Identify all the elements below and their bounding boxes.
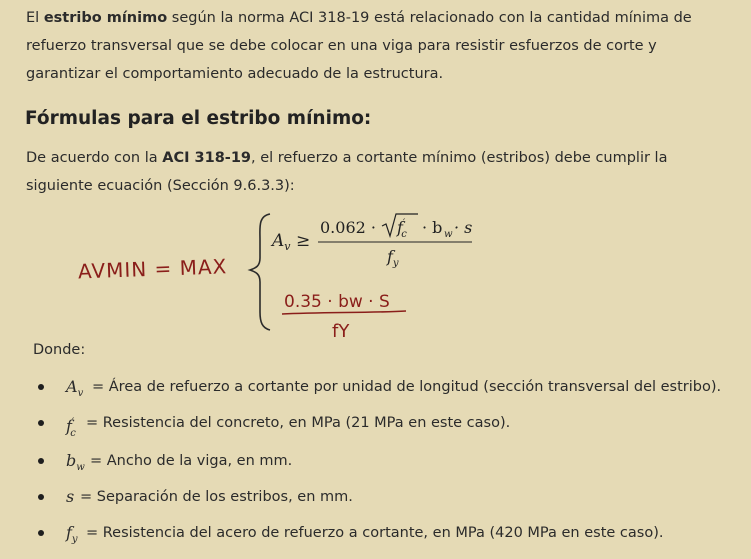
definition-fc-text: = Resistencia del concreto, en MPa (21 MPa en este caso). (86, 415, 511, 431)
donde-label: Donde: (33, 342, 86, 358)
definition-fy-text: = Resistencia del acero de refuerzo a cortante, en MPa (420 MPa en este caso). (86, 525, 664, 541)
formula-geq: ≥ (296, 231, 311, 251)
bullet (38, 384, 44, 390)
aci-text-pre: De acuerdo con la (26, 150, 163, 166)
symbol-bw: $b_w$ (66, 451, 85, 474)
intro-text-post: según la norma ACI 318-19 está relacionado con la cantidad mínima de refuerzo transversal que se debe colocar en una viga para resistir esfuerzos de corte y garantizar el comportamiento adecuado de la estructura. (26, 10, 692, 82)
formula-coef: 0.062 · (320, 218, 376, 237)
curly-brace (250, 214, 270, 330)
intro-bold-term: estribo mínimo (43, 10, 168, 26)
section-heading: Fórmulas para el estribo mínimo: (25, 108, 372, 129)
symbol-s: s (66, 487, 75, 506)
formula-den: $f_y$ (387, 247, 399, 269)
bullet (38, 530, 44, 536)
handwritten-denominator: fY (332, 321, 350, 342)
symbol-fy: $f_y$ (66, 523, 78, 546)
definition-av (0, 372, 740, 402)
formula-lhs: $A_v$ (272, 231, 291, 253)
formula-bw-sub: w (444, 229, 453, 240)
bullet (38, 420, 44, 426)
formula-bw: · b (422, 218, 443, 237)
definition-av-text: = Área de refuerzo a cortante por unidad de longitud (sección transversal del estribo). (92, 379, 722, 395)
bullet (38, 494, 44, 500)
symbol-av: $A_v$ (66, 377, 84, 400)
definition-s (0, 482, 740, 512)
bullet (38, 458, 44, 464)
definition-bw-text: = Ancho de la viga, en mm. (90, 453, 293, 469)
intro-text-pre: El (26, 10, 44, 26)
handwritten-numerator: 0.35 · bw · S (284, 292, 390, 312)
formula-fc: f′ c (397, 218, 407, 240)
symbol-fc: $f'_c$ (66, 416, 76, 439)
handwritten-avmin-label: AVMIN = MAX (77, 254, 228, 284)
definition-fy (0, 518, 740, 548)
definition-s-text: = Separación de los estribos, en mm. (80, 489, 353, 505)
formula-s: · s (454, 218, 473, 237)
aci-bold-code: ACI 318-19 (162, 150, 252, 166)
definition-bw (0, 446, 740, 476)
definition-fc (0, 408, 740, 438)
aci-text-post: , el refuerzo a cortante mínimo (estribos) debe cumplir la siguiente ecuación (Sección 9.6.3.3): (26, 150, 668, 194)
